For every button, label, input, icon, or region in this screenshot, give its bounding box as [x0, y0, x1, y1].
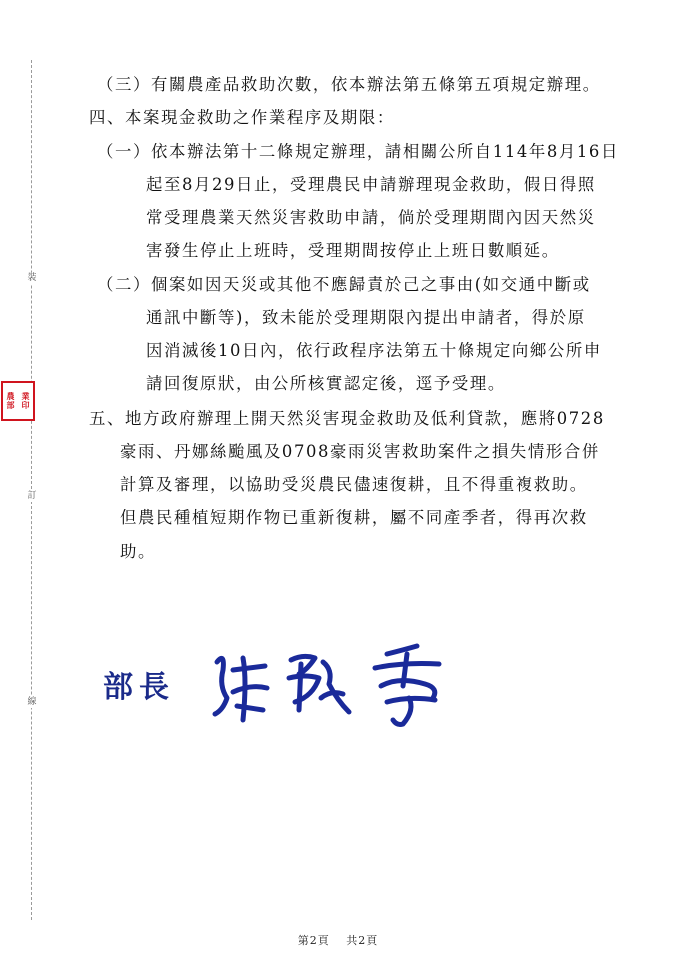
handwritten-signature	[203, 640, 463, 730]
page-number: 第2頁	[297, 934, 330, 947]
binding-char-ding: 訂	[27, 491, 37, 501]
item-4-2-line-1: （二）個案如因天災或其他不應歸責於己之事由(如交通中斷或	[97, 275, 591, 294]
item-4-2-line-3: 因消滅後10日內，依行政程序法第五十條規定向鄉公所申	[146, 341, 602, 360]
item-4-1-line-4: 害發生停止上班時，受理期間按停止上班日數順延。	[146, 241, 560, 260]
item-4-2-line-2: 通訊中斷等)，致未能於受理期限內提出申請者，得於原	[146, 308, 586, 327]
item-4-1-line-3: 常受理農業天然災害救助申請，倘於受理期間內因天然災	[146, 208, 596, 227]
signature-title: 部長	[103, 670, 175, 705]
section-5-line-4: 但農民種植短期作物已重新復耕，屬不同產季者，得再次救	[120, 508, 588, 527]
section-5-line-1: 五、地方政府辦理上開天然災害現金救助及低利貸款，應將0728	[89, 409, 605, 428]
binding-char-zhuang: 裝	[27, 273, 37, 283]
section-5-line-2: 豪雨、丹娜絲颱風及0708豪雨災害救助案件之損失情形合併	[120, 442, 600, 461]
item-3-3-line-1: （三）有關農產品救助次數，依本辦法第五條第五項規定辦理。	[97, 75, 601, 94]
section-5-line-5: 助。	[120, 542, 156, 561]
minister-signature-block	[103, 640, 463, 730]
page-footer	[0, 932, 676, 948]
binding-char-xian: 線	[27, 697, 37, 707]
section-5-line-3: 計算及審理，以協助受災農民儘速復耕，且不得重複救助。	[120, 475, 588, 494]
page-total: 共2頁	[346, 934, 379, 947]
item-4-1-line-2: 起至8月29日止，受理農民申請辦理現金救助，假日得照	[146, 175, 596, 194]
section-4-heading: 四、本案現金救助之作業程序及期限：	[89, 108, 395, 127]
item-4-1-line-1: （一）依本辦法第十二條規定辦理，請相關公所自114年8月16日	[97, 142, 619, 161]
item-4-2-line-4: 請回復原狀，由公所核實認定後，逕予受理。	[146, 374, 506, 393]
official-seal-stamp: 農 業 部 印	[1, 381, 35, 421]
